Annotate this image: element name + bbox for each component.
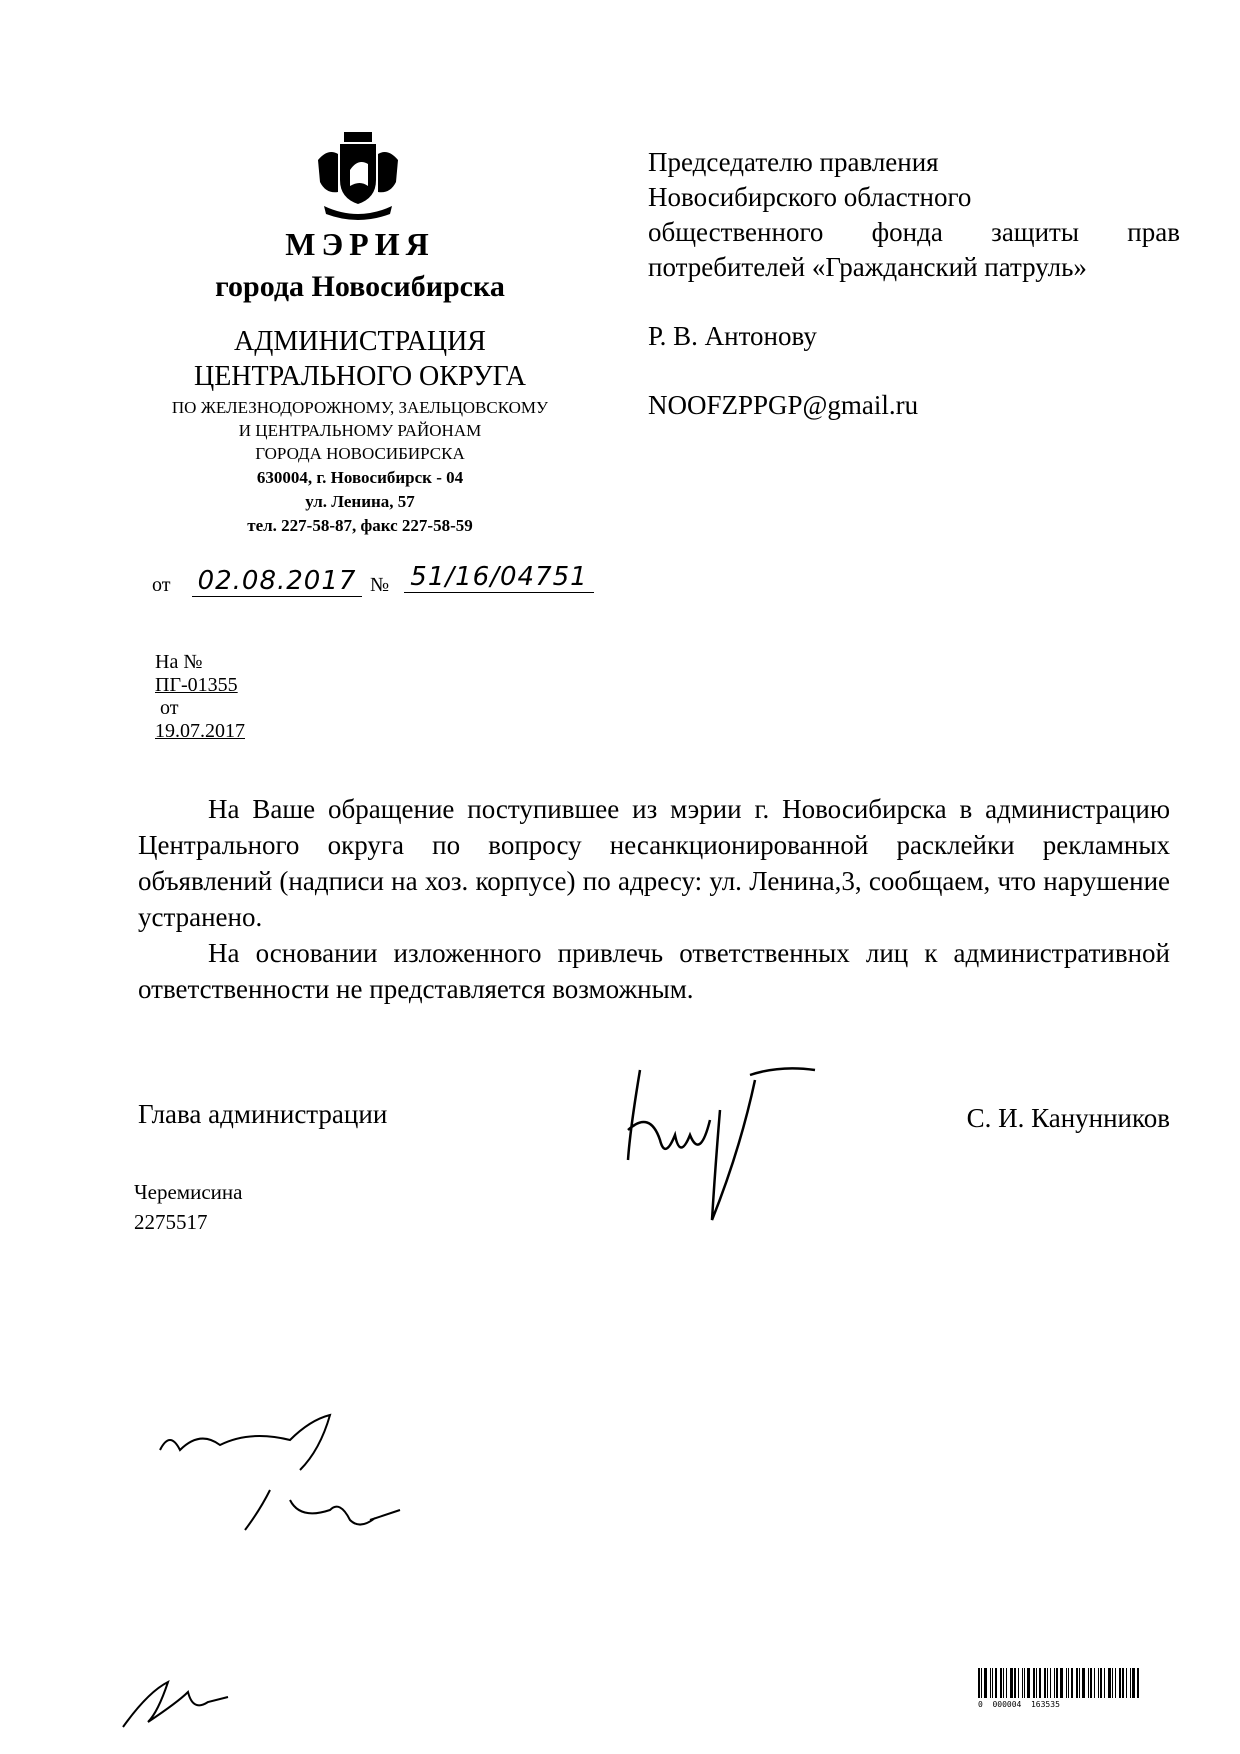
barcode-bar: [1027, 1668, 1030, 1698]
barcode-bar: [1003, 1668, 1004, 1698]
barcode-bar: [1071, 1668, 1073, 1698]
reference-date: 19.07.2017: [155, 720, 245, 742]
approval-signature: [130, 1410, 410, 1545]
barcode-bar: [1010, 1668, 1013, 1698]
barcode-bar: [1115, 1668, 1116, 1698]
reference-prefix: На №: [155, 651, 203, 673]
org-name: МЭРИЯ: [285, 226, 435, 262]
barcode-bar: [1112, 1668, 1113, 1698]
initials-mark: [118, 1672, 238, 1737]
barcode-bar: [1098, 1668, 1099, 1698]
executor-name: Черемисина: [134, 1180, 243, 1204]
barcode: [978, 1668, 1160, 1712]
barcode-bar: [1088, 1668, 1089, 1698]
barcode-bar: [1130, 1668, 1131, 1698]
handwritten-signature: [620, 1050, 820, 1230]
barcode-bar: [1082, 1668, 1085, 1698]
barcode-bar: [1024, 1668, 1025, 1698]
barcode-bar: [1090, 1668, 1092, 1698]
barcode-bar: [992, 1668, 993, 1698]
barcode-bar: [1044, 1668, 1046, 1698]
body-paragraph: На основании изложенного привлечь ответственных лиц к административной ответственности не представляется возможным.: [138, 938, 1170, 1004]
from-label: от: [152, 574, 171, 596]
letterhead-phone: тел. 227-58-87, факс 227-58-59: [247, 516, 473, 535]
addressee-block: [648, 145, 1180, 423]
barcode-bar: [1132, 1668, 1135, 1698]
reference-line: [150, 628, 245, 743]
barcode-bar: [1066, 1668, 1067, 1698]
barcode-bar: [1039, 1668, 1041, 1698]
barcode-bar: [1076, 1668, 1078, 1698]
org-city: города Новосибирска: [215, 270, 505, 303]
barcode-bar: [1033, 1668, 1035, 1698]
barcode-bar: [1104, 1668, 1105, 1698]
barcode-bar: [981, 1668, 982, 1698]
executor-phone: 2275517: [134, 1210, 208, 1234]
outgoing-line: [152, 562, 602, 600]
letterhead-line: ГОРОДА НОВОСИБИРСКА: [255, 444, 465, 463]
addressee-line: потребителей «Гражданский патруль»: [648, 252, 1087, 282]
addressee-email: NOOFZPPGP@gmail.ru: [648, 390, 919, 420]
barcode-bar: [990, 1668, 991, 1698]
barcode-bar: [995, 1668, 997, 1698]
barcode-bar: [1036, 1668, 1037, 1698]
number-label: №: [370, 574, 390, 596]
barcode-bar: [1050, 1668, 1051, 1698]
city-coat-of-arms: [310, 130, 406, 220]
letterhead-line: И ЦЕНТРАЛЬНОМУ РАЙОНАМ: [238, 421, 482, 440]
dept-title-2: ЦЕНТРАЛЬНОГО ОКРУГА: [193, 361, 527, 392]
barcode-bar: [1014, 1668, 1016, 1698]
body-paragraph: На Ваше обращение поступившее из мэрии г. Новосибирска в администрацию Центрального округа по вопросу несанкционированной расклейки рекламных объявлений (надписи на хоз. корпусе) по адресу: ул. Ленина,3, сообщаем, что нарушение устранено.: [138, 794, 1170, 932]
dept-title-1: АДМИНИСТРАЦИЯ: [234, 326, 486, 357]
barcode-bar: [1056, 1668, 1058, 1698]
signatory-title: Глава администрации: [138, 1099, 388, 1129]
barcode-bar: [1119, 1668, 1121, 1698]
barcode-bar: [1100, 1668, 1102, 1698]
letterhead-street: ул. Ленина, 57: [305, 492, 415, 511]
barcode-bar: [984, 1668, 987, 1698]
barcode-bar: [1060, 1668, 1063, 1698]
barcode-bar: [1079, 1668, 1080, 1698]
barcode-bar: [1054, 1668, 1055, 1698]
barcode-bar: [1018, 1668, 1019, 1698]
barcode-bar: [1047, 1668, 1048, 1698]
barcode-digits: 0 000004 163535: [978, 1700, 1060, 1709]
barcode-bar: [1122, 1668, 1124, 1698]
letterhead-address: 630004, г. Новосибирск - 04: [256, 468, 464, 487]
barcode-bar: [1137, 1668, 1139, 1698]
barcode-bar: [1006, 1668, 1007, 1698]
reference-number: ПГ-01355: [155, 674, 238, 696]
outgoing-number: 51/16/04751: [404, 562, 594, 593]
barcode-bar: [1000, 1668, 1002, 1698]
barcode-bar: [1108, 1668, 1111, 1698]
barcode-bar: [1022, 1668, 1023, 1698]
addressee-line: общественного фонда защиты прав: [648, 217, 1180, 247]
barcode-bar: [1126, 1668, 1127, 1698]
signatory-name: С. И. Канунников: [966, 1103, 1170, 1133]
letter-body: [138, 791, 1170, 1007]
outgoing-date: 02.08.2017: [192, 566, 362, 597]
barcode-bar: [1094, 1668, 1095, 1698]
addressee-name: Р. В. Антонову: [648, 321, 817, 351]
letterhead-line: ПО ЖЕЛЕЗНОДОРОЖНОМУ, ЗАЕЛЬЦОВСКОМУ: [171, 398, 549, 417]
addressee-line: Новосибирского областного: [648, 182, 972, 212]
addressee-line: Председателю правления: [648, 147, 939, 177]
barcode-bar: [1068, 1668, 1069, 1698]
barcode-bar: [978, 1668, 980, 1698]
reference-from: от: [160, 697, 179, 719]
